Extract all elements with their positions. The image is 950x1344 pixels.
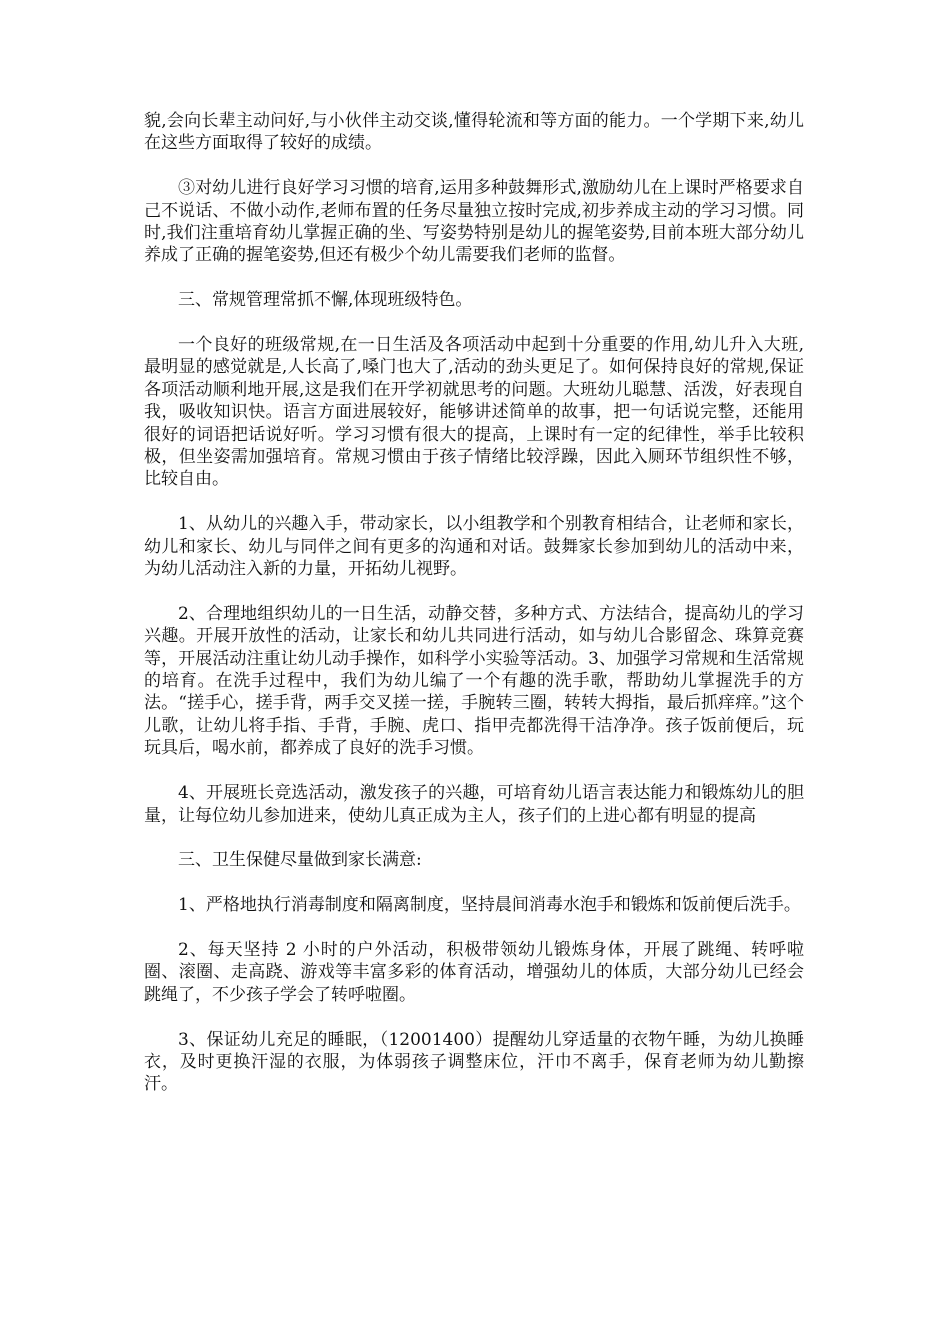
paragraph-item-2-daily-life: 2、合理地组织幼儿的一日生活，动静交替，多种方式、方法结合，提高幼儿的学习兴趣。开展开放性的活动，让家长和幼儿共同进行活动，如与幼儿合影留念、珠算竞赛等，开展活动注重让幼儿动手操作，如科学小实验等活动。3、加强学习常规和生活常规的培育。在洗手过程中，我们为幼儿编了一个有趣的洗手歌，帮助幼儿掌握洗手的方法。“搓手心，搓手背，两手交叉搓一搓，手腕转三圈，转转大拇指，最后抓痒痒。”这个儿歌，让幼儿将手指、手背，手腕、虎口、指甲壳都洗得干洁净净。孩子饭前便后，玩玩具后，喝水前，都养成了良好的洗手习惯。	[144, 603, 804, 759]
section-heading-health: 三、卫生保健尽量做到家长满意:	[178, 850, 422, 871]
paragraph-continuation: 貌,会向长辈主动问好,与小伙伴主动交谈,懂得轮流和等方面的能力。一个学期下来,幼儿在这些方面取得了较好的成绩。	[144, 111, 804, 154]
paragraph-health-item-3: 3、保证幼儿充足的睡眠，（12001400）提醒幼儿穿适量的衣物午睡，为幼儿换睡衣，及时更换汗湿的衣服，为体弱孩子调整床位，汗巾不离手，保育老师为幼儿勤擦汗。	[144, 1029, 804, 1095]
paragraph-item-4-monitor: 4、开展班长竞选活动，激发孩子的兴趣，可培育幼儿语言表达能力和锻炼幼儿的胆量，让每位幼儿参加进来，使幼儿真正成为主人，孩子们的上进心都有明显的提高	[144, 783, 804, 826]
paragraph-health-item-1: 1、严格地执行消毒制度和隔离制度，坚持晨间消毒水泡手和锻炼和饭前便后洗手。	[178, 895, 801, 916]
paragraph-health-item-2: 2、每天坚持 2 小时的户外活动，积极带领幼儿锻炼身体，开展了跳绳、转呼啦圈、滚圈、走高跷、游戏等丰富多彩的体育活动，增强幼儿的体质，大部分幼儿已经会跳绳了，不少孩子学会了转呼啦圈。	[144, 939, 804, 1005]
paragraph-study-habits: ③对幼儿进行良好学习习惯的培育,运用多种鼓舞形式,激励幼儿在上课时严格要求自己不说话、不做小动作,老师布置的任务尽量独立按时完成,初步养成主动的学习习惯。同时,我们注重培育幼儿掌握正确的坐、写姿势特别是幼儿的握笔姿势,目前本班大部分幼儿养成了正确的握笔姿势,但还有极少个幼儿需要我们老师的监督。	[144, 178, 804, 266]
paragraph-item-1-interest: 1、从幼儿的兴趣入手，带动家长，以小组教学和个别教育相结合，让老师和家长，幼儿和家长、幼儿与同伴之间有更多的沟通和对话。鼓舞家长参加到幼儿的活动中来，为幼儿活动注入新的力量，开拓幼儿视野。	[144, 514, 804, 580]
section-heading-routine: 三、常规管理常抓不懈,体现班级特色。	[178, 290, 473, 311]
paragraph-class-routine: 一个良好的班级常规,在一日生活及各项活动中起到十分重要的作用,幼儿升入大班,最明显的感觉就是,人长高了,嗓门也大了,活动的劲头更足了。如何保持良好的常规,保证各项活动顺利地开展,这是我们在开学初就思考的问题。大班幼儿聪慧、活泼，好表现自我，吸收知识快。语言方面进展较好，能够讲述简单的故事，把一句话说完整，还能用很好的词语把话说好听。学习习惯有很大的提高，上课时有一定的纪律性，举手比较积极，但坐姿需加强培育。常规习惯由于孩子情绪比较浮躁，因此入厕环节组织性不够，比较自由。	[144, 335, 804, 490]
document-page	[144, 110, 804, 1118]
